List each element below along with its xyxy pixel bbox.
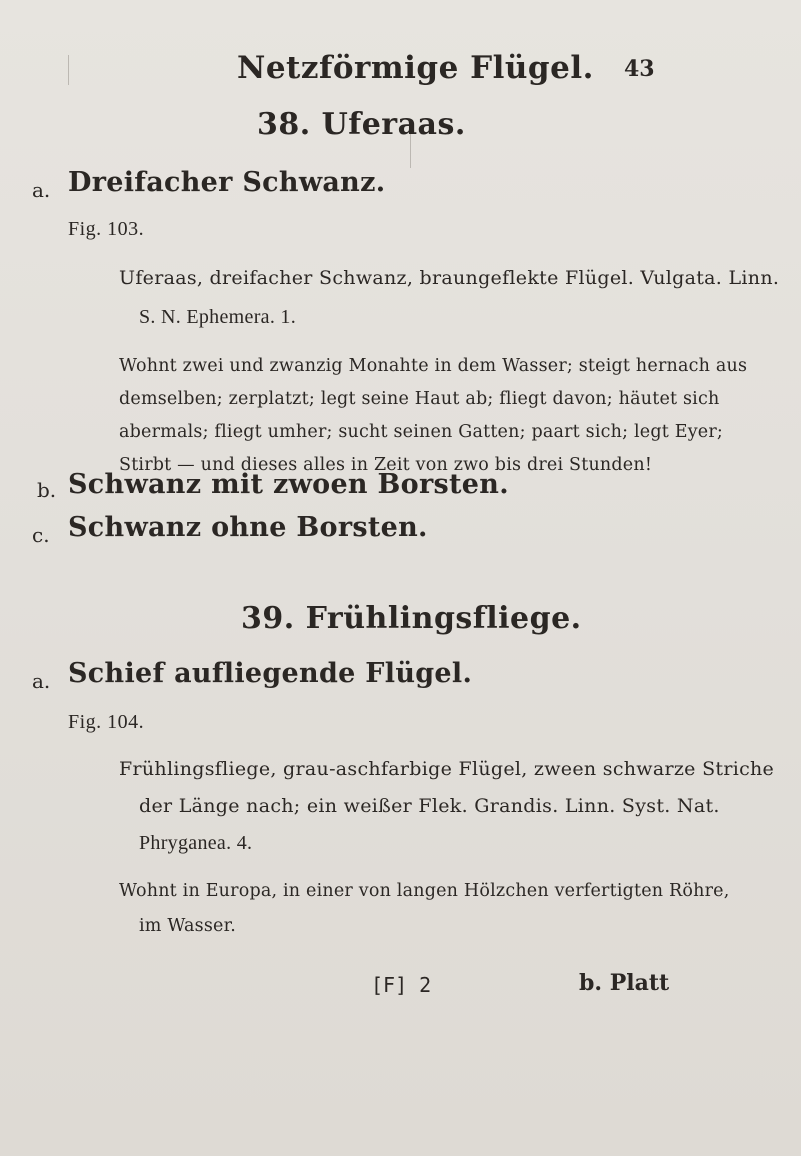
subsection-title-b: Schwanz mit zwoen Borsten. <box>68 469 509 500</box>
signature-mark: [F] 2 <box>371 973 432 997</box>
species-description-line: Uferaas, dreifacher Schwanz, braungeflekte Flügel. Vulgata. Linn. <box>119 267 780 289</box>
subsection-title-a: Schief aufliegende Flügel. <box>68 658 473 689</box>
running-header-title: Netzförmige Flügel. <box>237 50 594 86</box>
subsection-title-a: Dreifacher Schwanz. <box>68 167 386 198</box>
catchword: b. Platt <box>579 970 670 996</box>
figure-reference: Fig. 104. <box>68 711 145 733</box>
habitat-text-line: im Wasser. <box>139 916 236 936</box>
page-number: 43 <box>624 56 655 82</box>
habitat-text-line: abermals; fliegt umher; sucht seinen Gatten; paart sich; legt Eyer; <box>119 422 724 442</box>
subsection-title-c: Schwanz ohne Borsten. <box>68 512 428 543</box>
habitat-text-line: Wohnt in Europa, in einer von langen Hölzchen verfertigten Röhre, <box>119 881 730 901</box>
paper-crease-mark <box>68 55 69 85</box>
classification-line: S. N. Ephemera. 1. <box>139 306 297 328</box>
species-description-line: der Länge nach; ein weißer Flek. Grandis. Linn. Syst. Nat. <box>139 795 720 817</box>
heading-39: 39. Frühlingsfliege. <box>241 601 582 636</box>
subsection-marker-c: c. <box>32 523 50 547</box>
habitat-text-line: Stirbt — und dieses alles in Zeit von zwo bis drei Stunden! <box>119 455 653 475</box>
species-description-line: Frühlingsfliege, grau-aschfarbige Flügel, zween schwarze Striche <box>119 758 775 780</box>
figure-reference: Fig. 103. <box>68 218 145 240</box>
subsection-marker-a: a. <box>32 669 51 693</box>
heading-38: 38. Uferaas. <box>257 107 466 142</box>
habitat-text-line: demselben; zerplatzt; legt seine Haut ab; fliegt davon; häutet sich <box>119 389 720 409</box>
subsection-marker-a: a. <box>32 178 51 202</box>
habitat-text-line: Wohnt zwei und zwanzig Monahte in dem Wasser; steigt hernach aus <box>119 356 748 376</box>
subsection-marker-b: b. <box>37 478 57 502</box>
classification-line: Phryganea. 4. <box>139 832 253 854</box>
